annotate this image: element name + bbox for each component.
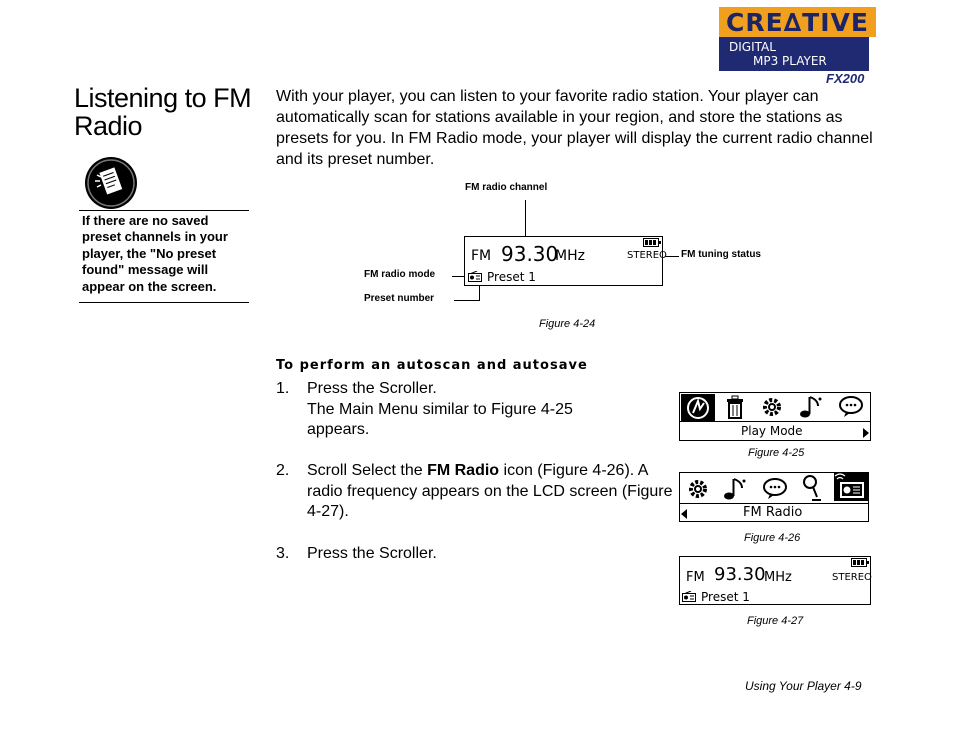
caption-figure-4-25: Figure 4-25 [748,447,805,459]
battery-icon [851,558,869,567]
model-name: FX200 [826,71,865,86]
speech-bubble-icon [838,395,864,419]
lcd-unit: MHz [555,248,585,264]
arrow-right-icon [863,428,869,438]
lcd-figure-4-25 [679,392,871,441]
speech-bubble-icon [762,477,788,501]
step-2-post: icon (Figure 4-26). A radio frequency appears on the LCD screen (Figure 4-27). [307,462,673,520]
menu-divider [680,503,868,504]
lcd-preset: Preset 1 [701,590,750,604]
step-number: 2. [276,462,290,479]
step-2-pre: Scroll Select the [307,462,428,479]
music-note-icon [722,477,748,501]
page-footer: Using Your Player 4-9 [745,679,862,693]
label-fm-radio-mode: FM radio mode [364,269,436,280]
creative-logo [719,7,876,71]
logo-product [719,37,869,71]
intro-paragraph: With your player, you can listen to your favorite radio station. Your player can automatically scan for stations available in your region, and store the stations as presets for you. In FM Radio mode, your player will display the current radio channel and its preset number. [276,88,873,168]
lcd-preset: Preset 1 [487,270,536,284]
music-note-icon [798,395,824,419]
step-3 [276,544,677,566]
label-fm-radio-channel: FM radio channel [465,182,548,193]
page-title: Listening to FM Radio [74,83,252,141]
step-1-line-2: The Main Menu similar to Figure 4-25 appears. [307,400,573,438]
lcd-figure-4-27 [679,556,871,605]
note-text: If there are no saved preset channels in your player, the "No preset found" message will appear on the screen. [79,210,249,303]
caption-figure-4-27: Figure 4-27 [747,615,804,627]
lcd-band: FM [471,248,492,264]
lcd-figure-4-24 [464,236,667,286]
gear-icon [760,395,784,419]
logo-line-1: DIGITAL [729,40,776,54]
radio-mode-icon [682,591,696,602]
logo-brand: CRE∆TIVE [719,7,876,37]
caption-figure-4-24: Figure 4-24 [539,318,596,330]
label-fm-tuning-status: FM tuning status [681,249,761,260]
step-number: 1. [276,380,290,397]
note-icon [83,155,139,211]
play-mode-icon [681,394,715,421]
step-2-bold: FM Radio [427,462,500,479]
step-3-text: Press the Scroller. [307,545,437,562]
radio-mode-icon [468,271,482,282]
gear-icon [686,477,710,501]
logo-line-2: MP3 PLAYER [753,54,827,68]
microphone-icon [802,475,822,503]
trash-icon [724,395,746,419]
step-1-line-1: Press the Scroller. [307,380,437,397]
label-preset-number: Preset number [364,293,435,304]
lcd-band: FM [686,570,705,585]
lcd-frequency: 93.30 [501,242,559,266]
lcd-stereo: STEREO [627,250,667,261]
battery-icon [643,238,661,247]
fm-radio-icon [834,473,868,501]
callout-line-tuning [665,256,679,257]
lcd-figure-4-26 [679,472,869,522]
callout-line-preset-h [454,300,479,301]
section-heading: To perform an autoscan and autosave [276,358,588,373]
arrow-left-icon [681,509,687,519]
lcd-unit: MHz [764,570,792,585]
menu-label-fm-radio: FM Radio [743,505,803,520]
lcd-stereo: STEREO [832,572,872,583]
menu-label-play-mode: Play Mode [741,424,803,438]
step-2 [276,461,677,523]
lcd-frequency: 93.30 [714,564,766,585]
caption-figure-4-26: Figure 4-26 [744,532,801,544]
menu-divider [680,421,870,422]
step-1 [276,379,677,441]
step-number: 3. [276,545,290,562]
